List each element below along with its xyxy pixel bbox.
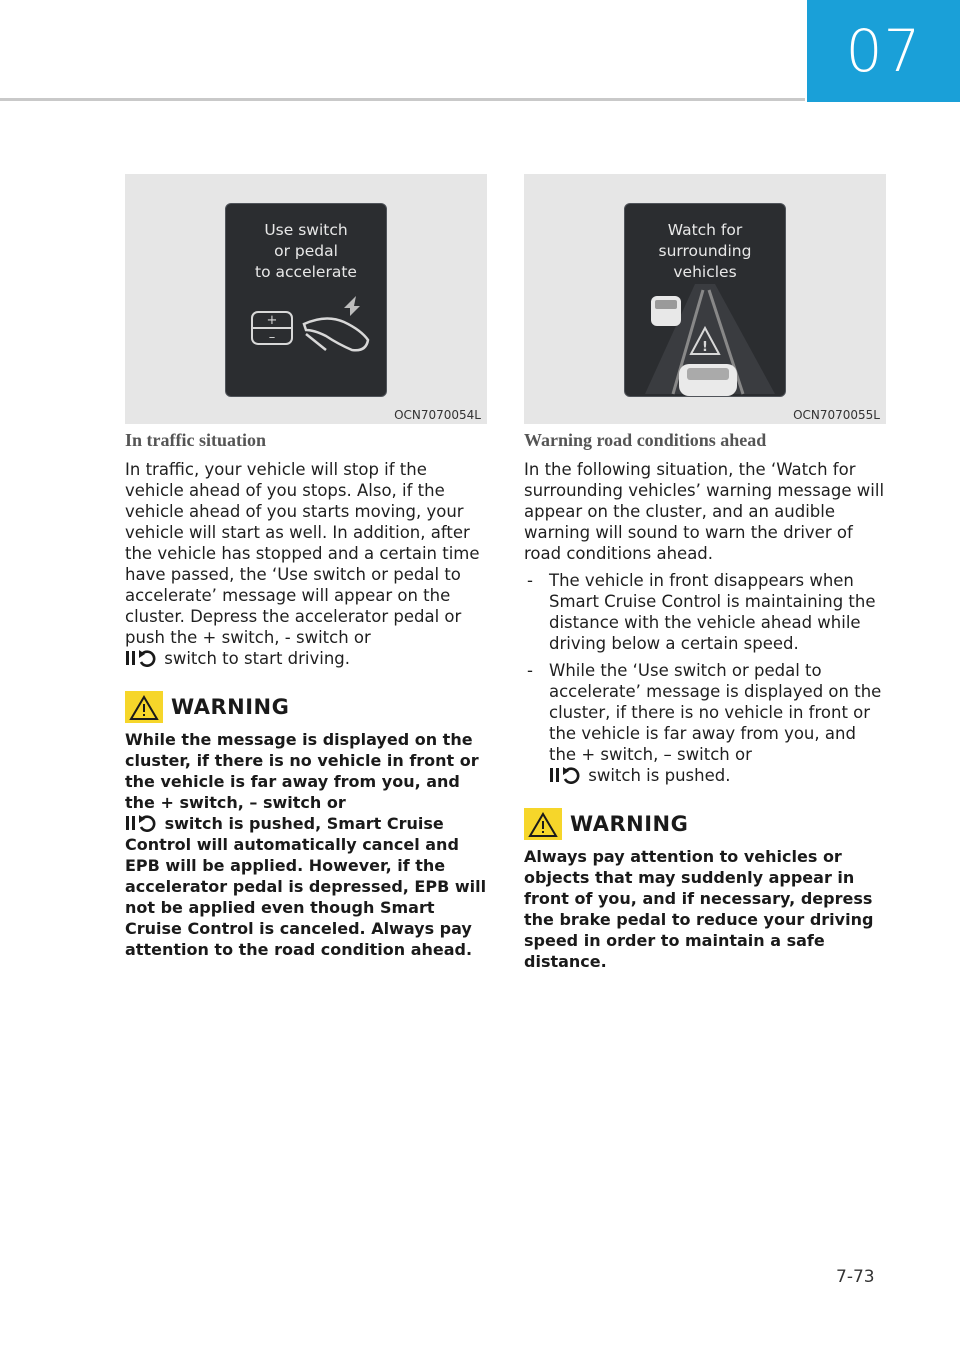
figure-code: OCN7070054L [394, 408, 481, 422]
cruise-cancel-icon [549, 766, 583, 784]
chapter-tab: 07 [807, 0, 960, 102]
right-column [524, 430, 886, 972]
body-paragraph [125, 459, 487, 669]
road-scene-icon [625, 204, 785, 396]
warning-text-a: While the message is displayed on the cluster, if there is no vehicle in front or the vehicle is far away from you, and the + switch, – switch or [125, 730, 479, 812]
section-heading: In traffic situation [125, 430, 266, 450]
svg-text:+: + [266, 313, 278, 328]
bullet-marker: - [527, 661, 533, 680]
section-heading: Warning road conditions ahead [524, 430, 767, 450]
warning-header [524, 808, 886, 840]
warning-text: Always pay attention to vehicles or objects that may suddenly appear in front of you, and if necessary, depress the brake pedal to reduce your driving speed in order to maintain a safe distance. [524, 847, 874, 971]
figure-watch-vehicles [524, 174, 886, 424]
condition-list [524, 570, 886, 786]
cluster-message: Use switch or pedal to accelerate [255, 221, 357, 281]
switch-and-pedal-icon [226, 204, 386, 396]
list-item-text: switch is pushed. [588, 766, 731, 785]
svg-text:!: ! [702, 340, 708, 355]
svg-text:–: – [268, 330, 276, 345]
bullet-marker: - [527, 571, 533, 590]
left-column [125, 430, 487, 960]
page-number: 7-73 [836, 1267, 875, 1287]
header-rule [0, 98, 805, 101]
warning-text-b: switch is pushed, Smart Cruise Control will automatically cancel and EPB will be applied. However, if the accelerator pedal is depressed, EPB will not be applied even though Smart Cruise Control is canceled. Always pay attention to the road condition ahead. [125, 814, 487, 959]
warning-text [125, 729, 487, 960]
figure-code: OCN7070055L [793, 408, 880, 422]
list-item [524, 570, 886, 654]
figure-use-switch [125, 174, 487, 424]
list-item-text: While the ‘Use switch or pedal to accelerate’ message is displayed on the cluster, if there is no vehicle in front or the vehicle is far away from you, and the + switch, – switch or [549, 661, 882, 764]
body-text: switch to start driving. [164, 649, 351, 668]
list-item-text: The vehicle in front disappears when Smart Cruise Control is maintaining the distance with the vehicle ahead while driving below a certain speed. [549, 571, 876, 653]
cruise-cancel-icon [125, 649, 159, 667]
list-item [524, 660, 886, 786]
cluster-screen [624, 203, 786, 397]
warning-header [125, 691, 487, 723]
warning-title: WARNING [570, 812, 689, 836]
body-paragraph: In the following situation, the ‘Watch for surrounding vehicles’ warning message will appear on the cluster, and an audible warning will sound to warn the driver of road conditions ahead. [524, 460, 885, 563]
body-text: In traffic, your vehicle will stop if the vehicle ahead of you stops. Also, if the vehicle ahead of you starts moving, your vehicle will start as well. In addition, after the vehicle has stopped and a certain time have passed, the ‘Use switch or pedal to accelerate’ message will appear on the cluster. Depress the accelerator pedal or push the + switch, - switch or [125, 460, 480, 647]
cruise-cancel-icon [125, 814, 159, 832]
warning-title: WARNING [171, 695, 290, 719]
cluster-message: Watch for surrounding vehicles [658, 221, 752, 281]
cluster-screen [225, 203, 387, 397]
warning-icon [125, 691, 163, 723]
warning-icon [524, 808, 562, 840]
